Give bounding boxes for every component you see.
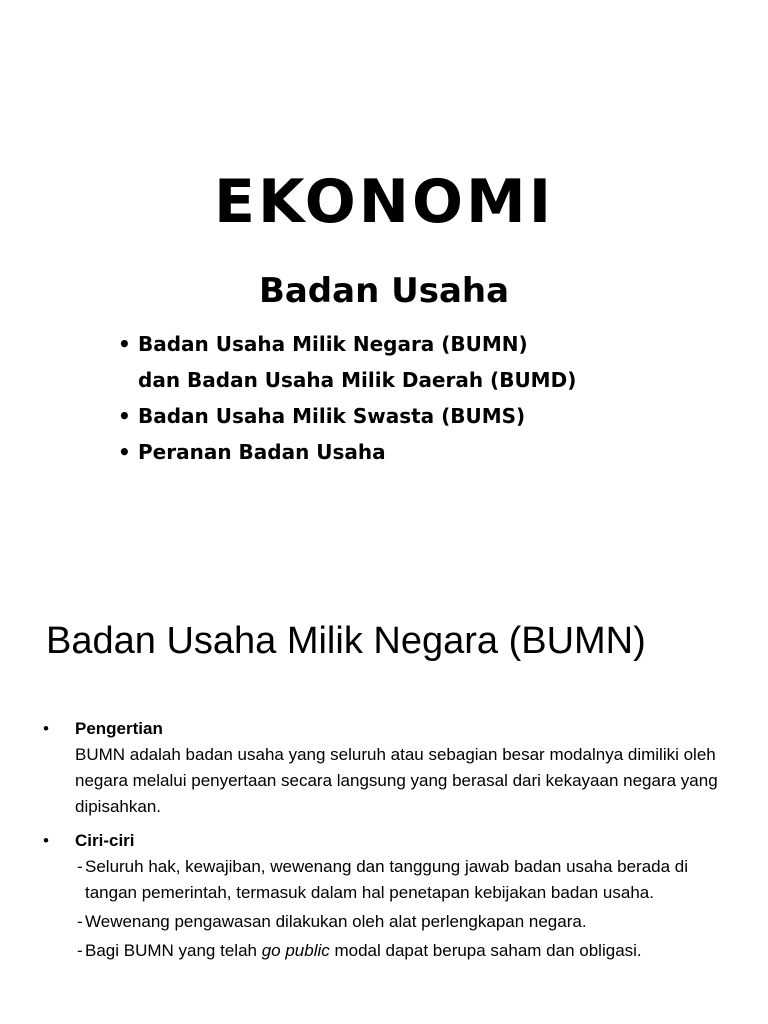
bullet-icon: • bbox=[118, 404, 131, 428]
list-item bbox=[118, 434, 576, 470]
slide-title-heading: EKONOMI bbox=[213, 167, 555, 237]
list-item bbox=[40, 938, 740, 964]
list-item-text: Peranan Badan Usaha bbox=[138, 440, 386, 464]
topic-list bbox=[118, 326, 576, 470]
list-item-text: Badan Usaha Milik Negara (BUMN) bbox=[138, 332, 528, 356]
dash-icon: - bbox=[77, 857, 83, 876]
bullet-icon: • bbox=[118, 332, 131, 356]
section-heading-pengertian bbox=[40, 716, 740, 742]
list-item-continuation bbox=[118, 362, 576, 398]
list-item bbox=[118, 398, 576, 434]
list-item-text: Badan Usaha Milik Swasta (BUMS) bbox=[138, 404, 526, 428]
list-item bbox=[40, 854, 740, 906]
pengertian-paragraph: BUMN adalah badan usaha yang seluruh atau sebagian besar modalnya dimiliki oleh negara melalui penyertaan secara langsung yang berasal dari kekayaan negara yang dipisahkan. bbox=[75, 745, 718, 816]
slide-subtitle: Badan Usaha bbox=[258, 271, 510, 311]
list-item-text-italic: go public bbox=[261, 941, 330, 960]
list-item-text-after: modal dapat berupa saham dan obligasi. bbox=[329, 941, 642, 960]
section-heading-text: Pengertian bbox=[75, 719, 163, 738]
dash-icon: - bbox=[77, 912, 83, 931]
section-heading-text: Ciri-ciri bbox=[75, 831, 135, 850]
slide-body bbox=[40, 716, 740, 967]
list-item bbox=[118, 326, 576, 362]
section-heading-ciri bbox=[40, 828, 740, 854]
list-item-text: Wewenang pengawasan dilakukan oleh alat perlengkapan negara. bbox=[85, 912, 587, 931]
slide-bumn bbox=[0, 590, 768, 1024]
list-item bbox=[40, 909, 740, 935]
list-item-text: dan Badan Usaha Milik Daerah (BUMD) bbox=[138, 368, 577, 392]
bullet-icon: • bbox=[118, 440, 131, 464]
bullet-icon: • bbox=[43, 719, 49, 738]
dash-icon: - bbox=[77, 941, 83, 960]
bullet-icon: • bbox=[43, 831, 49, 850]
list-item-text-before: Bagi BUMN yang telah bbox=[85, 941, 262, 960]
list-item-text: Seluruh hak, kewajiban, wewenang dan tanggung jawab badan usaha berada di tangan pemerintah, termasuk dalam hal penetapan kebijakan badan usaha. bbox=[85, 857, 689, 902]
slide-heading: Badan Usaha Milik Negara (BUMN) bbox=[46, 620, 646, 662]
